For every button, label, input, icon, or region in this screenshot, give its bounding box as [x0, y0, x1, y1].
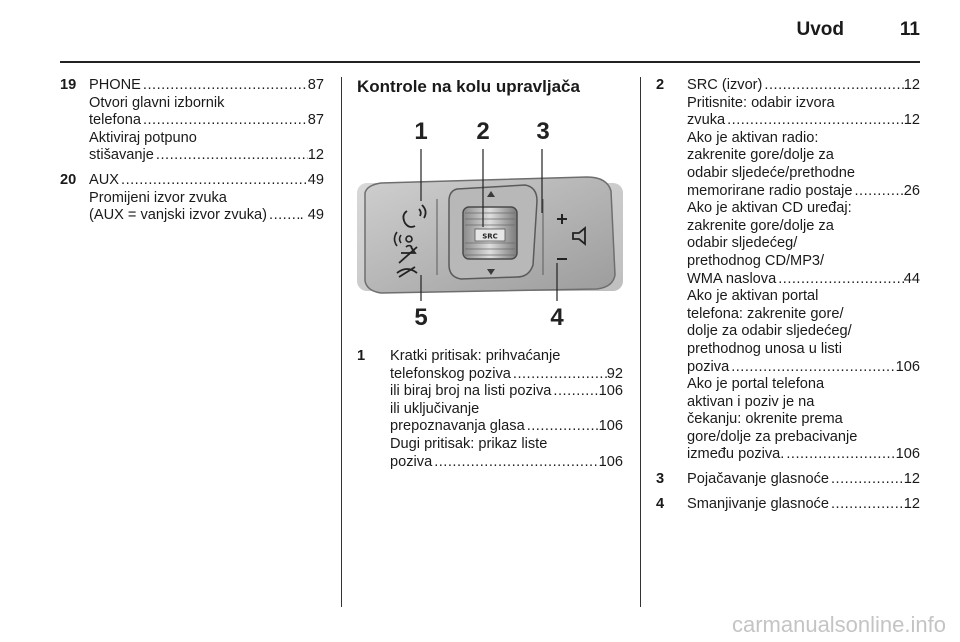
dot-leader — [525, 418, 599, 436]
page-reference: 106 — [598, 418, 623, 435]
entry-text: telefona — [89, 112, 141, 129]
entry-text: (AUX = vanjski izvor zvuka) — [89, 207, 268, 224]
entry-text: odabir sljedećeg/ — [687, 235, 798, 252]
column-divider — [640, 77, 641, 607]
entry-line — [687, 165, 920, 183]
entry-line — [390, 436, 623, 454]
entry-line — [687, 496, 920, 514]
entry-line — [687, 429, 920, 447]
entry-text: čekanju: okrenite prema — [687, 411, 843, 428]
entry-text: gore/dolje za prebacivanje — [687, 428, 858, 445]
entry-text: stišavanje — [89, 147, 154, 164]
entry-line — [687, 288, 920, 306]
entry-text: zvuka — [687, 112, 726, 129]
dot-leader — [141, 77, 308, 95]
legend-entry — [60, 77, 324, 165]
page-reference: 12 — [307, 147, 324, 164]
page-reference: 87 — [307, 77, 324, 93]
entry-text: telefonskog poziva — [390, 365, 511, 382]
dot-leader — [784, 446, 895, 464]
entry-text: prethodnog unosa u listi — [687, 340, 842, 357]
entry-text: zakrenite gore/dolje za — [687, 217, 834, 234]
entry-text: SRC (izvor) — [687, 77, 763, 93]
entry-number: 20 — [60, 171, 77, 188]
left-column — [60, 77, 324, 232]
entry-line — [89, 147, 324, 165]
callout-5: 5 — [414, 304, 428, 331]
entry-text: Kratki pritisak: prihvaćanje — [390, 348, 561, 364]
entry-text: Ako je portal telefona — [687, 376, 825, 393]
callout-4: 4 — [550, 304, 564, 331]
page-reference: 12 — [903, 77, 920, 93]
entry-body — [89, 77, 324, 165]
entry-line — [89, 207, 324, 225]
entry-text: prethodnog CD/MP3/ — [687, 252, 825, 269]
entry-text: Ako je aktivan radio: — [687, 129, 819, 146]
entry-text: dolje za odabir sljedećeg/ — [687, 323, 852, 340]
entry-line — [390, 366, 623, 384]
entry-text: poziva — [687, 358, 730, 375]
dot-leader — [762, 77, 903, 95]
entry-text: prepoznavanja glasa — [390, 418, 525, 435]
entry-text: odabir sljedeće/prethodne — [687, 164, 855, 181]
entry-line — [390, 401, 623, 419]
entry-text: Pritisnite: odabir izvora — [687, 94, 835, 111]
entry-line — [687, 446, 920, 464]
page-reference: 87 — [307, 112, 324, 129]
entry-line — [687, 323, 920, 341]
page-reference: 12 — [903, 112, 920, 129]
entry-line — [687, 341, 920, 359]
entry-number: 3 — [656, 471, 665, 488]
entry-line — [687, 112, 920, 130]
page-reference: 26 — [903, 182, 920, 199]
header-rule — [60, 61, 920, 63]
entry-line — [687, 218, 920, 236]
entry-line — [687, 183, 920, 201]
entry-number: 19 — [60, 77, 77, 93]
entry-text: Ako je aktivan portal — [687, 288, 819, 305]
src-label: SRC — [482, 232, 498, 241]
callout-2: 2 — [476, 118, 490, 145]
entry-text: Dugi pritisak: prikaz liste — [390, 435, 548, 452]
entry-text: Otvori glavni izbornik — [89, 94, 225, 111]
entry-body — [687, 496, 920, 514]
entry-text: poziva — [390, 453, 433, 470]
entry-text: telefona: zakrenite gore/ — [687, 305, 844, 322]
entry-line — [89, 77, 324, 95]
entry-text: aktivan i poziv je na — [687, 393, 815, 410]
page-reference: 12 — [903, 471, 920, 488]
legend-entry — [656, 496, 920, 514]
dot-leader — [141, 112, 308, 130]
entry-body — [390, 348, 623, 471]
entry-text: memorirane radio postaje — [687, 182, 853, 199]
section-title: Kontrole na kolu upravljača — [357, 77, 580, 96]
entry-number: 4 — [656, 495, 665, 512]
dot-leader — [267, 207, 300, 225]
entry-text: između poziva. — [687, 446, 785, 463]
header-title: Uvod — [796, 19, 844, 40]
entry-text: zakrenite gore/dolje za — [687, 147, 834, 164]
entry-line — [687, 271, 920, 289]
entry-line — [687, 394, 920, 412]
entry-line — [89, 95, 324, 113]
page-reference: 92 — [606, 365, 623, 382]
right-column — [656, 77, 920, 520]
entry-body — [687, 77, 920, 464]
entry-number: 1 — [357, 348, 366, 364]
page-reference: 106 — [895, 358, 920, 375]
page-reference: 44 — [903, 270, 920, 287]
legend-entry — [656, 77, 920, 464]
entry-number: 2 — [656, 77, 665, 93]
entry-line — [687, 253, 920, 271]
entry-line — [687, 95, 920, 113]
entry-line — [390, 383, 623, 401]
entry-text: WMA naslova — [687, 270, 777, 287]
entry-line — [687, 471, 920, 489]
legend-entry — [656, 471, 920, 489]
entry-line — [390, 348, 623, 366]
column-divider — [341, 77, 342, 607]
entry-line — [89, 172, 324, 190]
entry-line — [687, 411, 920, 429]
entry-line — [89, 130, 324, 148]
entry-text: Ako je aktivan CD uređaj: — [687, 200, 852, 217]
legend-entry — [357, 348, 623, 471]
dot-leader — [551, 383, 598, 401]
legend-entry — [60, 172, 324, 225]
steering-wheel-controls-image — [357, 115, 623, 333]
watermark: carmanualsonline.info — [731, 612, 946, 637]
figure-legend — [357, 348, 623, 471]
dot-leader — [776, 271, 904, 289]
entry-text: PHONE — [89, 77, 141, 93]
page-number: 11 — [899, 19, 920, 40]
dot-leader — [829, 496, 904, 514]
entry-text: Smanjivanje glasnoće — [687, 495, 829, 512]
dot-leader — [154, 147, 308, 165]
entry-line — [390, 454, 623, 472]
entry-line — [89, 112, 324, 130]
entry-text: Promijeni izvor zvuka — [89, 189, 227, 206]
dot-leader — [725, 112, 904, 130]
entry-text: AUX — [89, 171, 120, 188]
entry-body — [687, 471, 920, 489]
entry-line — [687, 200, 920, 218]
dot-leader — [829, 471, 904, 489]
dot-leader — [729, 359, 895, 377]
entry-line — [390, 418, 623, 436]
entry-line — [687, 376, 920, 394]
entry-line — [687, 235, 920, 253]
dot-leader — [119, 172, 308, 190]
entry-line — [687, 359, 920, 377]
entry-line — [687, 147, 920, 165]
callout-1: 1 — [414, 118, 428, 145]
page-reference: 49 — [307, 171, 324, 188]
page-header — [0, 0, 960, 70]
entry-line — [89, 190, 324, 208]
steering-wheel-controls-figure — [357, 115, 623, 333]
entry-line — [687, 77, 920, 95]
entry-body — [89, 172, 324, 225]
page-reference: 106 — [598, 383, 623, 400]
page-reference: 106 — [895, 446, 920, 463]
middle-column — [357, 77, 623, 478]
page-reference: . 49 — [299, 207, 324, 224]
entry-text: Pojačavanje glasnoće — [687, 471, 829, 488]
dot-leader — [432, 454, 598, 472]
page-reference: 12 — [903, 495, 920, 512]
callout-3: 3 — [536, 118, 550, 145]
page-reference: 106 — [598, 453, 623, 470]
entry-text: Aktiviraj potpuno — [89, 129, 197, 146]
entry-line — [687, 306, 920, 324]
dot-leader — [511, 366, 607, 384]
dot-leader — [852, 183, 903, 201]
entry-text: ili uključivanje — [390, 400, 480, 417]
entry-line — [687, 130, 920, 148]
entry-text: ili biraj broj na listi poziva — [390, 383, 552, 400]
